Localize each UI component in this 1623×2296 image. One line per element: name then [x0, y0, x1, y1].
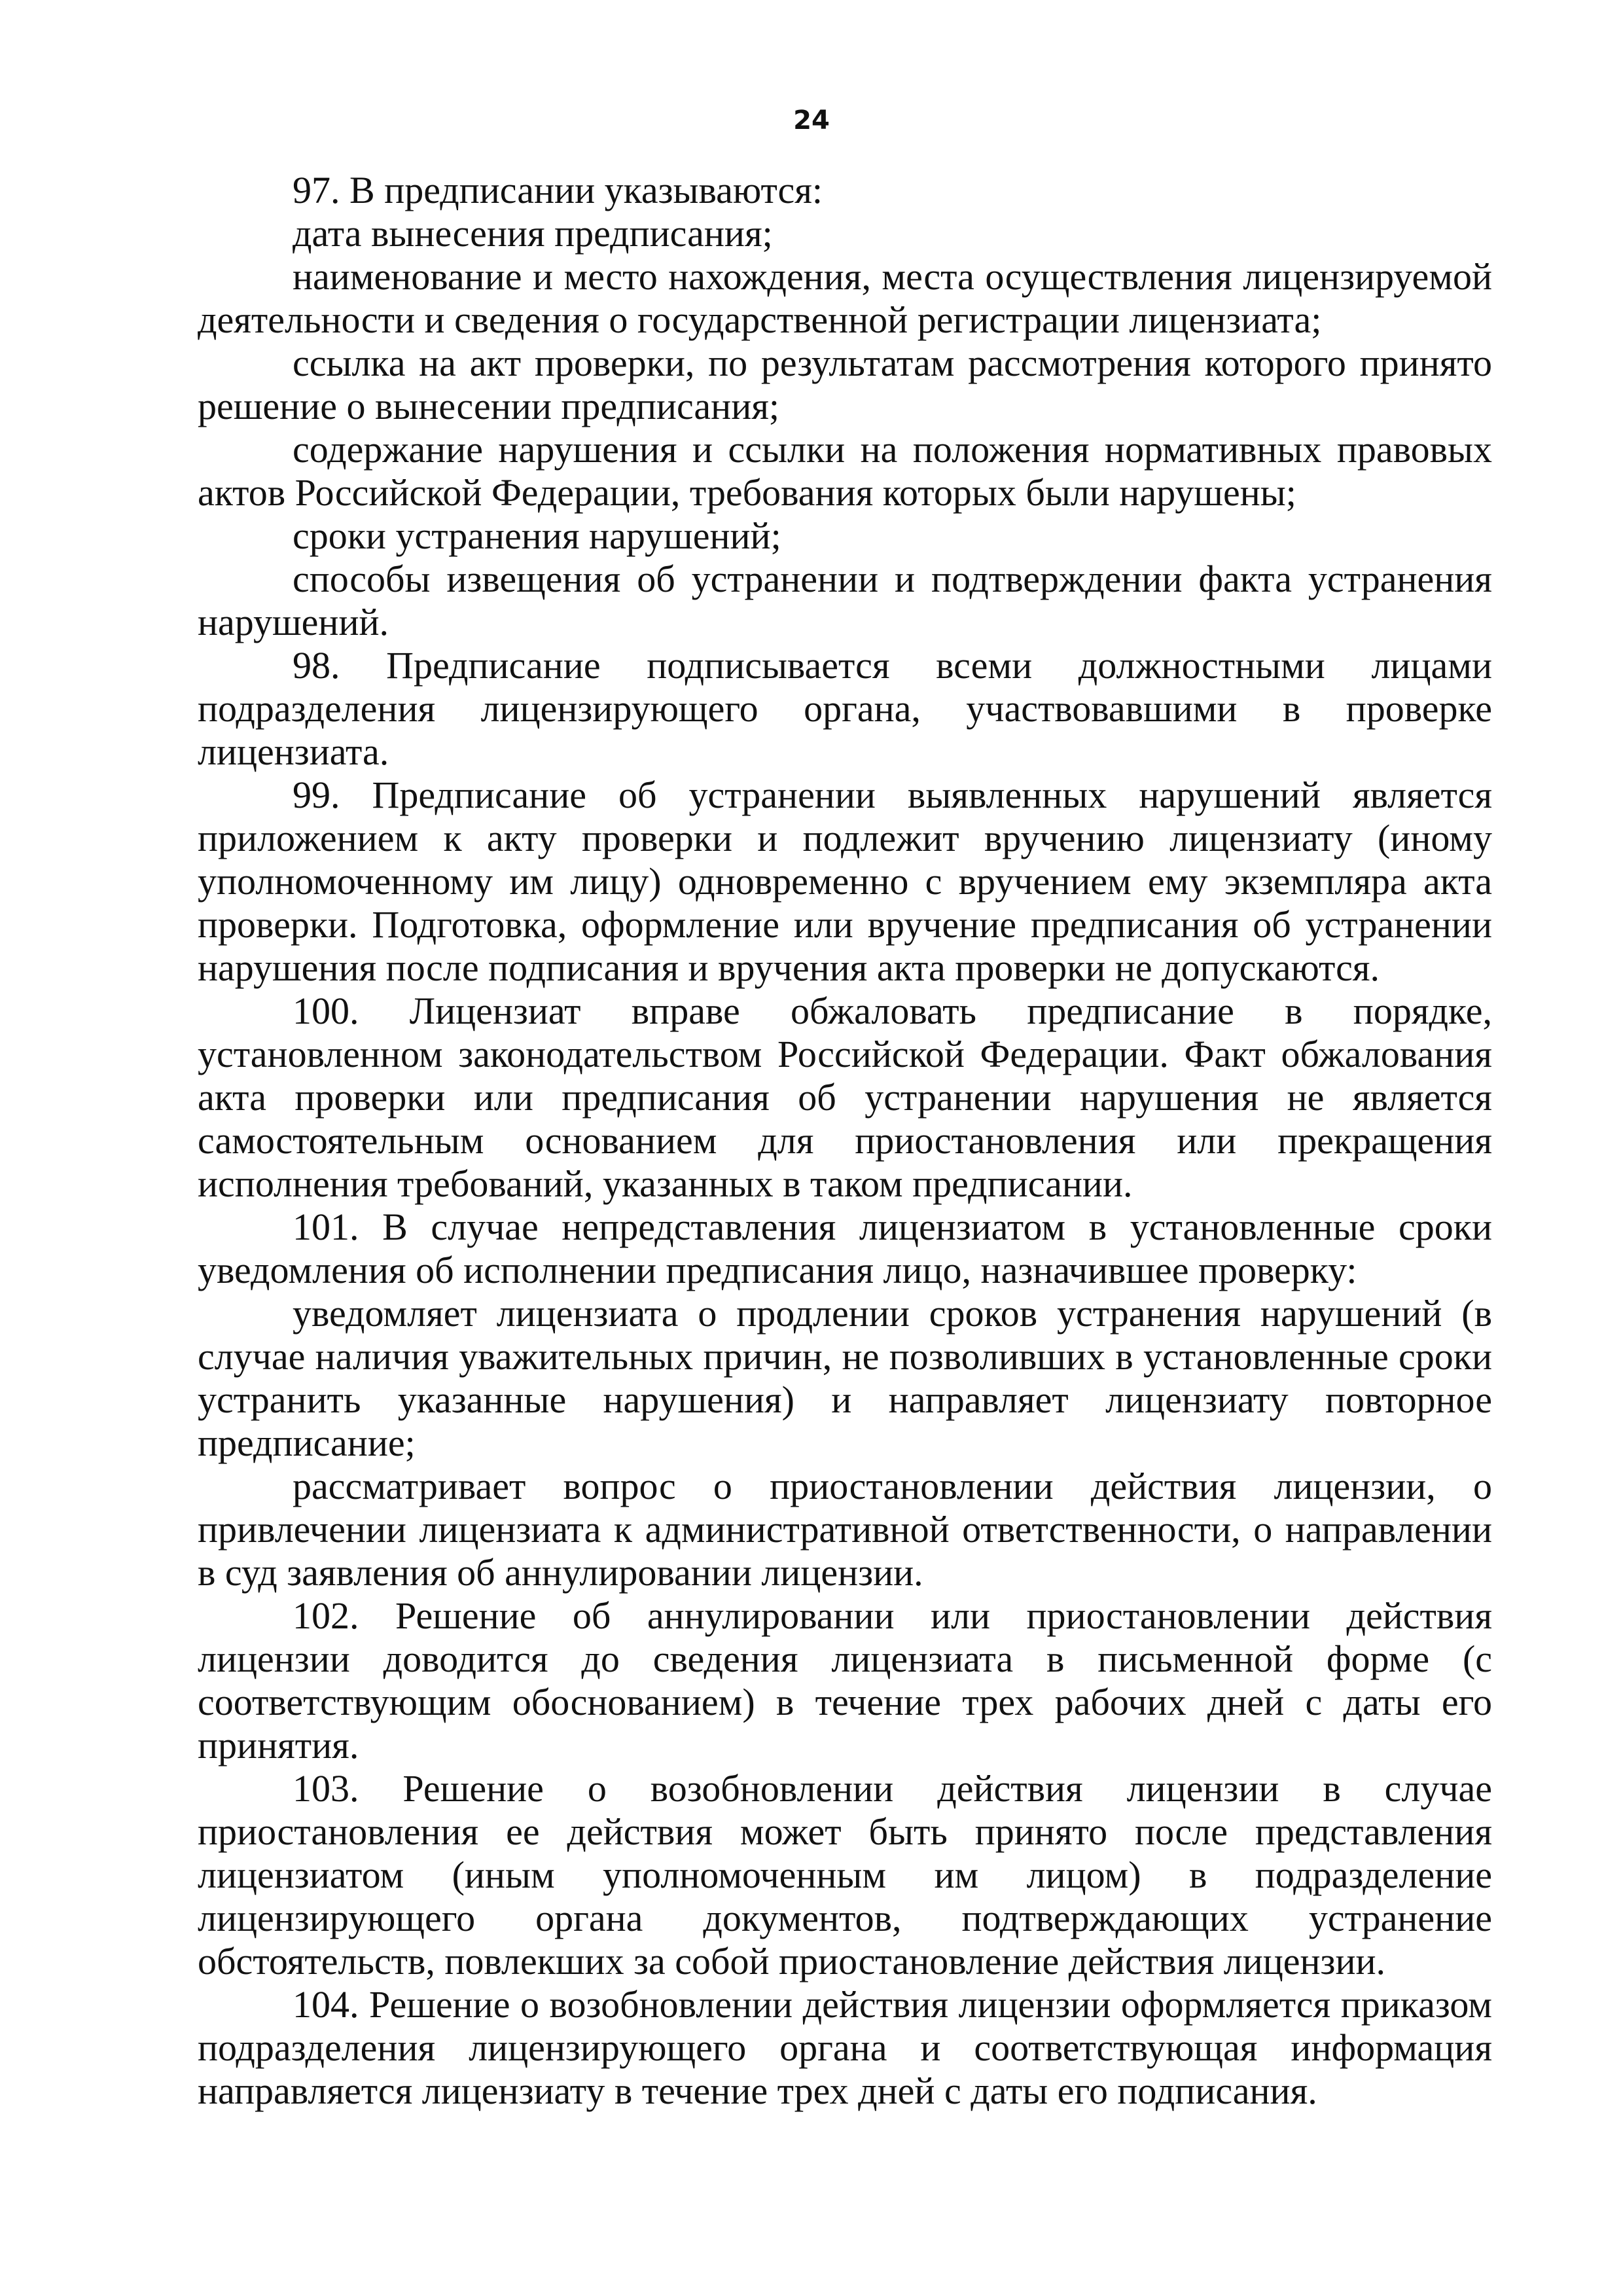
paragraph-103: 103. Решение о возобновлении действия лицензии в случае приостановления ее действия может быть принято после представления лицензиатом (иным уполномоченным им лицом) в подразделение лицензирующего органа документов, подтверждающих устранение обстоятельств, повлекших за собой приостановление действия лицензии.	[198, 1767, 1492, 1982]
document-body	[198, 169, 1492, 2113]
paragraph-100: 100. Лицензиат вправе обжаловать предписание в порядке, установленном законодательством Российской Федерации. Факт обжалования акта проверки или предписания об устранении нарушения не является самостоятельным основанием для приостановления или прекращения исполнения требований, указанных в таком предписании.	[198, 990, 1492, 1205]
page-number: 24	[793, 105, 830, 135]
list-item-inspection-reference: ссылка на акт проверки, по результатам рассмотрения которого принято решение о вынесении предписания;	[198, 342, 1492, 427]
paragraph-101: 101. В случае непредставления лицензиатом в установленные сроки уведомления об исполнении предписания лицо, назначившее проверку:	[198, 1206, 1492, 1291]
list-item-date: дата вынесения предписания;	[293, 212, 773, 255]
paragraph-97-header: 97. В предписании указываются:	[293, 169, 823, 211]
paragraph-104: 104. Решение о возобновлении действия лицензии оформляется приказом подразделения лицензирующего органа и соответствующая информация направляется лицензиату в течение трех дней с даты его подписания.	[198, 1983, 1492, 2112]
paragraph-102: 102. Решение об аннулировании или приостановлении действия лицензии доводится до сведения лицензиата в письменной форме (с соответствующим обоснованием) в течение трех рабочих дней с даты его принятия.	[198, 1594, 1492, 1767]
paragraph-101-item-consider: рассматривает вопрос о приостановлении действия лицензии, о привлечении лицензиата к административной ответственности, о направлении в суд заявления об аннулировании лицензии.	[198, 1465, 1492, 1594]
list-item-notification-methods: способы извещения об устранении и подтверждении факта устранения нарушений.	[198, 558, 1492, 643]
list-item-deadlines: сроки устранения нарушений;	[293, 514, 781, 557]
paragraph-98: 98. Предписание подписывается всеми должностными лицами подразделения лицензирующего органа, участвовавшими в проверке лицензиата.	[198, 644, 1492, 773]
paragraph-101-item-notify: уведомляет лицензиата о продлении сроков устранения нарушений (в случае наличия уважительных причин, не позволивших в установленные сроки устранить указанные нарушения) и направляет лицензиату повторное предписание;	[198, 1292, 1492, 1464]
paragraph-99: 99. Предписание об устранении выявленных нарушений является приложением к акту проверки и подлежит вручению лицензиату (иному уполномоченному им лицу) одновременно с вручением ему экземпляра акта проверки. Подготовка, оформление или вручение предписания об устранении нарушения после подписания и вручения акта проверки не допускаются.	[198, 774, 1492, 989]
list-item-name-location: наименование и место нахождения, места осуществления лицензируемой деятельности и сведения о государственной регистрации лицензиата;	[198, 255, 1492, 341]
list-item-violation-content: содержание нарушения и ссылки на положения нормативных правовых актов Российской Федерации, требования которых были нарушены;	[198, 428, 1492, 514]
